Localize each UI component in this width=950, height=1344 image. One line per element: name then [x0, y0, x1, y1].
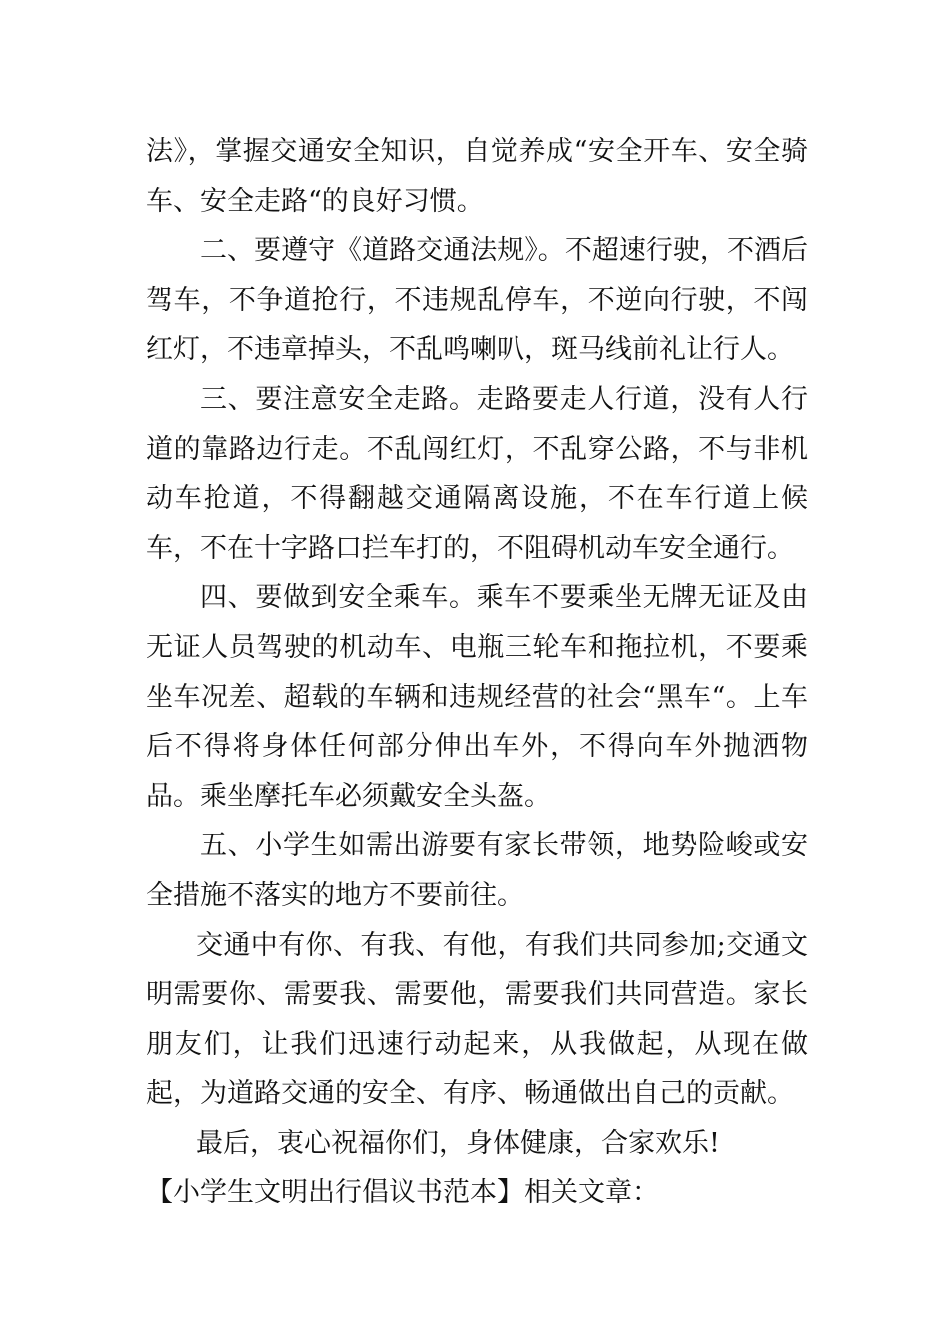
paragraph-item-2: 二、要遵守《道路交通法规》。不超速行驶，不酒后驾车，不争道抢行，不违规乱停车，不逆向行驶，不闯红灯，不违章掉头，不乱鸣喇叭，斑马线前礼让行人。	[146, 235, 808, 366]
paragraph-item-3: 三、要注意安全走路。走路要走人行道，没有人行道的靠路边行走。不乱闯红灯，不乱穿公路，不与非机动车抢道，不得翻越交通隔离设施，不在车行道上候车，不在十字路口拦车打的，不阻碍机动车安全通行。	[146, 383, 808, 564]
paragraph-item-5: 五、小学生如需出游要有家长带领，地势险峻或安全措施不落实的地方不要前往。	[146, 830, 808, 911]
paragraph-item-4: 四、要做到安全乘车。乘车不要乘坐无牌无证及由无证人员驾驶的机动车、电瓶三轮车和拖拉机，不要乘坐车况差、超载的车辆和违规经营的社会“黑车“。上车后不得将身体任何部分伸出车外，不得向车外抛洒物品。乘坐摩托车必须戴安全头盔。	[146, 582, 808, 812]
paragraph-blessing: 最后，衷心祝福你们，身体健康，合家欢乐!	[196, 1127, 720, 1159]
paragraph-continuation: 法》，掌握交通安全知识，自觉养成“安全开车、安全骑车、安全走路“的良好习惯。	[146, 136, 808, 217]
related-articles-heading[interactable]: 【小学生文明出行倡议书范本】相关文章：	[146, 1177, 659, 1209]
paragraph-closing-appeal: 交通中有你、有我、有他，有我们共同参加;交通文明需要你、需要我、需要他，需要我们共同营造。家长朋友们，让我们迅速行动起来，从我做起，从现在做起，为道路交通的安全、有序、畅通做出自己的贡献。	[146, 929, 808, 1110]
document-body	[146, 127, 808, 1218]
